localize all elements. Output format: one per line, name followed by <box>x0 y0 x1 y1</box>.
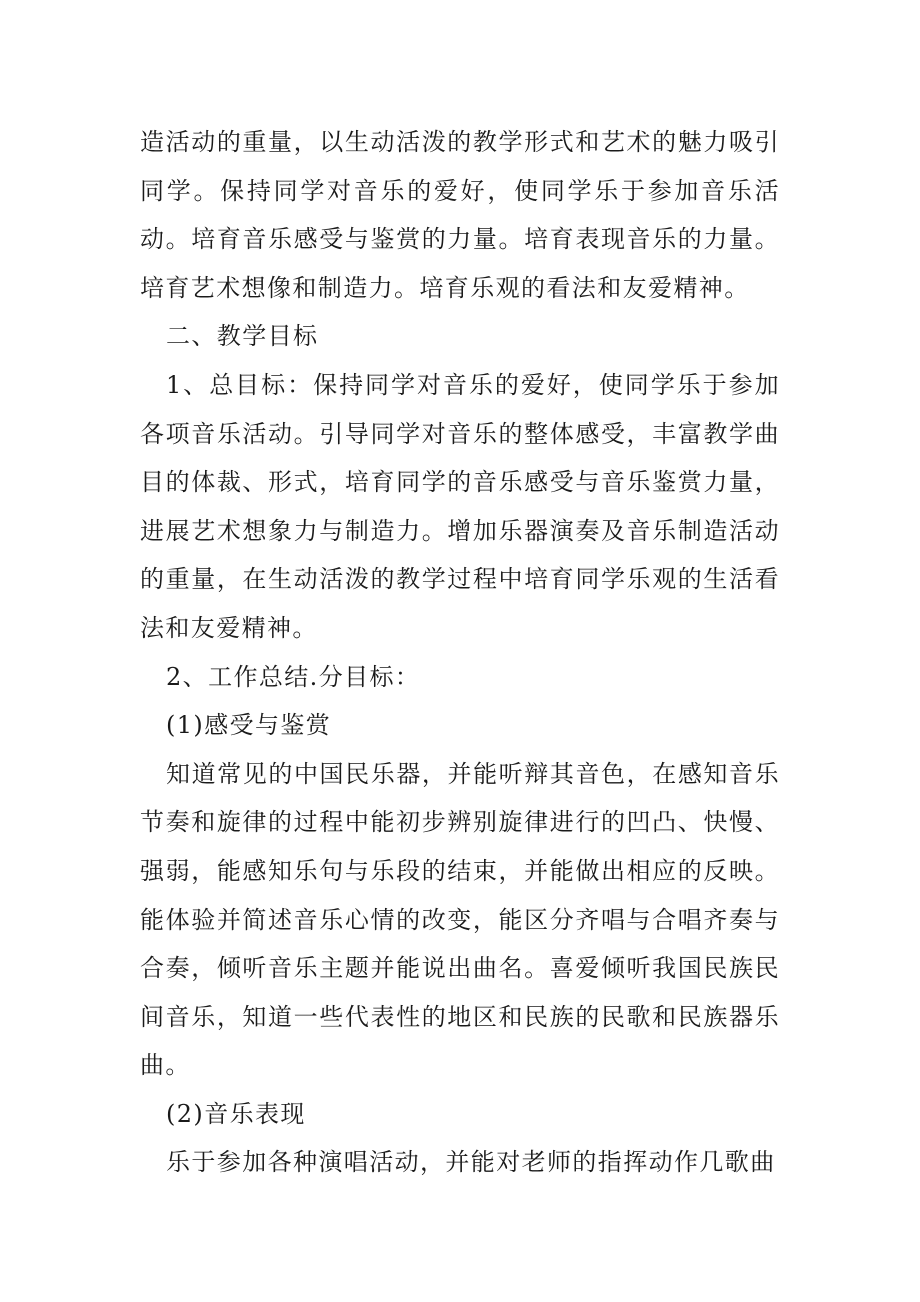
paragraph-perception-appreciation: 知道常见的中国民乐器，并能听辩其音色，在感知音乐节奏和旋律的过程中能初步辨别旋律进行的凹凸、快慢、强弱，能感知乐句与乐段的结束，并能做出相应的反映。能体验并简述音乐心情的改变，能区分齐唱与合唱齐奏与合奏，倾听音乐主题并能说出曲名。喜爱倾听我国民族民间音乐，知道一些代表性的地区和民族的民歌和民族器乐曲。 <box>140 759 780 1080</box>
document-body <box>140 118 780 1187</box>
paragraph-intro: 造活动的重量，以生动活泼的教学形式和艺术的魅力吸引同学。保持同学对音乐的爱好，使同学乐于参加音乐活动。培育音乐感受与鉴赏的力量。培育表现音乐的力量。培育艺术想像和制造力。培育乐观的看法和友爱精神。 <box>140 128 780 302</box>
heading-perception-appreciation: (1)感受与鉴赏 <box>166 711 332 740</box>
paragraph-music-performance: 乐于参加各种演唱活动，并能对老师的指挥动作几歌曲 <box>166 1148 776 1177</box>
paragraph-overall-goal: 1、总目标：保持同学对音乐的爱好，使同学乐于参加各项音乐活动。引导同学对音乐的整体感受，丰富教学曲目的体裁、形式，培育同学的音乐感受与音乐鉴赏力量，进展艺术想象力与制造力。增加乐器演奏及音乐制造活动的重量，在生动活泼的教学过程中培育同学乐观的生活看法和友爱精神。 <box>140 370 780 642</box>
heading-teaching-goals: 二、教学目标 <box>166 322 319 351</box>
heading-sub-goals: 2、工作总结.分目标： <box>166 662 421 691</box>
heading-music-performance: (2)音乐表现 <box>166 1099 306 1128</box>
